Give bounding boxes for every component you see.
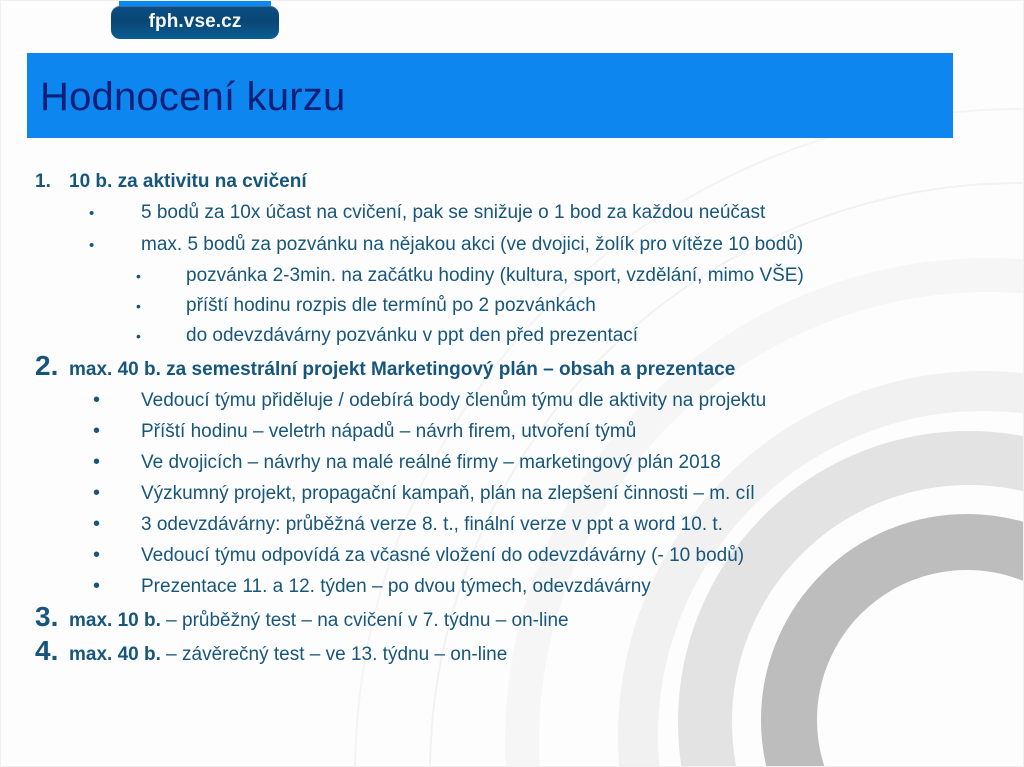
outline-item-number: 3.	[35, 601, 59, 632]
outline-item-2	[1, 351, 1024, 385]
outline-bullet-text: Vedoucí týmu odpovídá za včasné vložení do odevzdávárny (- 10 bodů)	[141, 545, 745, 566]
bullet-dot-icon: •	[93, 513, 101, 535]
outline-bullet-level-3	[1, 291, 1024, 321]
outline-bullet-level-2	[1, 385, 1024, 416]
logo-text: fph.vse.cz	[148, 11, 242, 32]
bullet-dot-icon: •	[93, 575, 101, 597]
outline-item-heading-light: – závěrečný test – ve 13. týdnu – on-line	[160, 644, 508, 665]
outline-bullet-text: max. 5 bodů za pozvánku na nějakou akci (ve dvojici, žolík pro vítěze 10 bodů)	[141, 234, 804, 255]
bullet-dot-icon: •	[136, 298, 141, 314]
outline-bullet-text: Ve dvojicích – návrhy na malé reálné firmy – marketingový plán 2018	[141, 452, 721, 473]
outline-bullet-level-3	[1, 261, 1024, 291]
outline-item-heading	[69, 640, 507, 670]
outline-item-heading-bold: max. 10 b.	[69, 610, 161, 631]
outline-bullet-level-2	[1, 478, 1024, 509]
outline-item-4	[1, 636, 1024, 670]
outline-bullet-text: 3 odevzdávárny: průběžná verze 8. t., finální verze v ppt a word 10. t.	[141, 514, 723, 535]
outline-bullet-text: Příští hodinu – veletrh nápadů – návrh firem, utvoření týmů	[141, 421, 637, 442]
bullet-dot-icon: •	[89, 205, 95, 222]
outline-bullet-level-2	[1, 509, 1024, 540]
outline-bullet-level-2	[1, 540, 1024, 571]
outline-bullet-text: Výzkumný projekt, propagační kampaň, plán na zlepšení činnosti – m. cíl	[141, 483, 755, 504]
outline-item-1	[1, 167, 1024, 197]
bullet-dot-icon: •	[136, 328, 141, 344]
bullet-dot-icon: •	[93, 389, 101, 411]
bullet-dot-icon: •	[136, 268, 141, 284]
outline-bullet-level-2	[1, 229, 1024, 261]
outline-bullet-text: příští hodinu rozpis dle termínů po 2 pozvánkách	[186, 295, 596, 316]
outline-item-heading: 10 b. za aktivitu na cvičení	[69, 171, 307, 192]
page-title: Hodnocení kurzu	[40, 75, 346, 119]
slide-title-bar	[27, 53, 953, 138]
bullet-dot-icon: •	[93, 420, 101, 442]
outline-item-heading: max. 40 b. za semestrální projekt Marketingový plán – obsah a prezentace	[69, 359, 736, 380]
outline-bullet-level-2	[1, 571, 1024, 602]
outline-bullet-text: pozvánka 2-3min. na začátku hodiny (kultura, sport, vzdělání, mimo VŠE)	[186, 265, 804, 286]
outline-item-number: 4.	[35, 635, 59, 666]
outline-item-number: 1.	[35, 171, 51, 192]
outline-item-heading	[69, 606, 569, 636]
fph-vse-logo	[111, 1, 279, 39]
outline-bullet-level-2	[1, 197, 1024, 229]
outline-bullet-text: 5 bodů za 10x účast na cvičení, pak se snižuje o 1 bod za každou neúčast	[141, 202, 766, 223]
outline-bullet-text: Prezentace 11. a 12. týden – po dvou týmech, odevzdávárny	[141, 576, 651, 597]
outline-bullet-level-2	[1, 416, 1024, 447]
bullet-dot-icon: •	[93, 451, 101, 473]
bullet-dot-icon: •	[93, 544, 101, 566]
outline-bullet-level-3	[1, 321, 1024, 351]
outline-item-number: 2.	[35, 350, 59, 381]
outline-item-heading-light: – průběžný test – na cvičení v 7. týdnu – on-line	[160, 610, 569, 631]
outline-item-3	[1, 602, 1024, 636]
slide-content-outline	[1, 167, 1024, 670]
outline-item-heading-bold: max. 40 b.	[69, 644, 161, 665]
bullet-dot-icon: •	[93, 482, 101, 504]
outline-bullet-text: Vedoucí týmu přiděluje / odebírá body členům týmu dle aktivity na projektu	[141, 390, 767, 411]
outline-bullet-text: do odevzdávárny pozvánku v ppt den před prezentací	[186, 325, 639, 346]
bullet-dot-icon: •	[89, 237, 95, 254]
outline-bullet-level-2	[1, 447, 1024, 478]
